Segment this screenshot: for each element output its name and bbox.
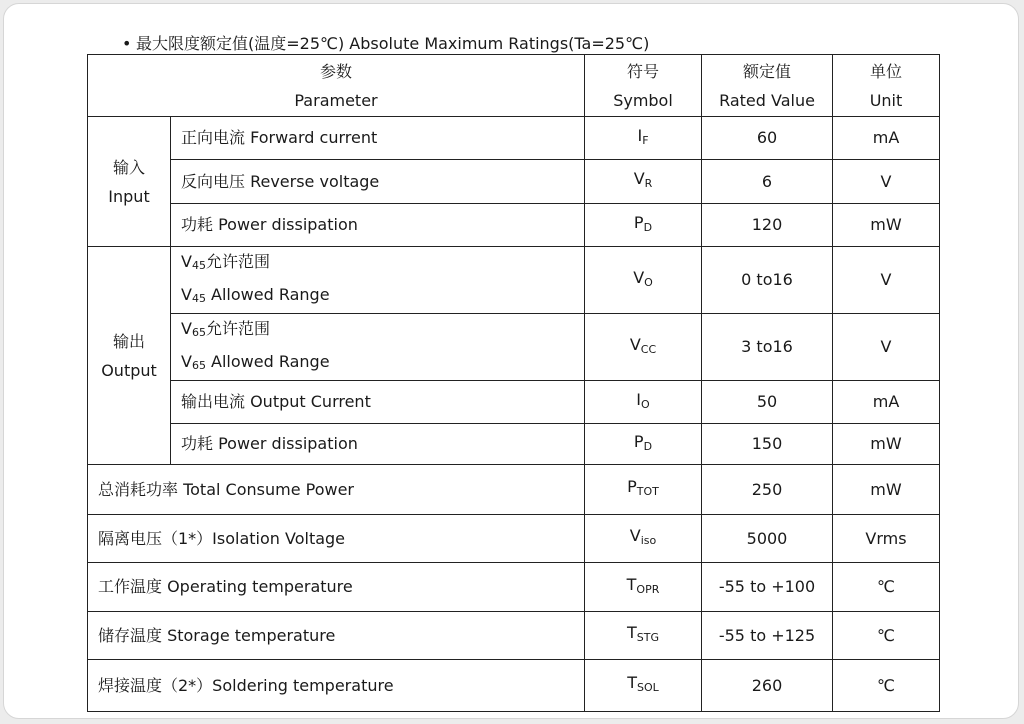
value-cell: 150: [702, 424, 833, 465]
table-row: [88, 465, 940, 515]
unit-cell: ℃: [833, 563, 940, 612]
unit-cell: mW: [833, 424, 940, 465]
param-cell: 功耗 Power dissipation: [171, 204, 585, 247]
group-output: [88, 247, 171, 465]
group-input-en: Input: [108, 186, 150, 206]
table-row: [88, 381, 940, 424]
header-symbol-cn: 符号: [626, 61, 659, 81]
table-row: [88, 424, 940, 465]
ratings-table: [87, 54, 940, 712]
header-symbol-en: Symbol: [613, 90, 673, 110]
table-row: [88, 160, 940, 204]
table-row: [88, 247, 940, 314]
unit-cell: V: [833, 160, 940, 204]
value-cell: 120: [702, 204, 833, 247]
param-cell: 总消耗功率 Total Consume Power: [88, 465, 585, 515]
symbol-cell: $P_{TOT}$: [585, 465, 702, 515]
symbol-cell: $T_{STG}$: [585, 612, 702, 660]
header-unit-en: Unit: [869, 90, 903, 110]
value-cell: 250: [702, 465, 833, 515]
group-input: [88, 117, 171, 247]
group-output-cn: 输出: [112, 331, 145, 351]
unit-cell: ℃: [833, 612, 940, 660]
param-cell: 储存温度 Storage temperature: [88, 612, 585, 660]
unit-cell: mW: [833, 204, 940, 247]
header-row: [88, 55, 940, 117]
header-rated-value: [702, 55, 833, 117]
value-cell: 50: [702, 381, 833, 424]
header-rated-cn: 额定值: [742, 61, 791, 81]
header-symbol: [585, 55, 702, 117]
group-input-cn: 输入: [112, 157, 145, 177]
symbol-cell: $V_O$: [585, 247, 702, 314]
symbol-cell: $T_{SOL}$: [585, 660, 702, 712]
value-cell: -55 to +125: [702, 612, 833, 660]
symbol-cell: $P_D$: [585, 204, 702, 247]
value-cell: 0 to16: [702, 247, 833, 314]
table-row: [88, 314, 940, 381]
value-cell: 60: [702, 117, 833, 160]
param-cell: 反向电压 Reverse voltage: [171, 160, 585, 204]
value-cell: 260: [702, 660, 833, 712]
table-title: [122, 32, 649, 56]
unit-cell: V: [833, 247, 940, 314]
header-unit: [833, 55, 940, 117]
unit-cell: mA: [833, 381, 940, 424]
param-cell: 隔离电压（1*）Isolation Voltage: [88, 515, 585, 563]
param-cell: 正向电流 Forward current: [171, 117, 585, 160]
param-cell: $V_{45}$允许范围 $V_{45}$ Allowed Range: [171, 247, 585, 314]
symbol-cell: $T_{OPR}$: [585, 563, 702, 612]
symbol-cell: $P_D$: [585, 424, 702, 465]
unit-cell: V: [833, 314, 940, 381]
header-unit-cn: 单位: [869, 61, 902, 81]
bullet-icon: •: [122, 34, 132, 53]
symbol-cell: $V_{CC}$: [585, 314, 702, 381]
value-cell: -55 to +100: [702, 563, 833, 612]
group-output-en: Output: [101, 360, 157, 380]
title-text: 最大限度额定值(温度=25℃) Absolute Maximum Ratings(Ta=25℃): [136, 34, 650, 53]
header-rated-en: Rated Value: [719, 90, 815, 110]
symbol-cell: $I_O$: [585, 381, 702, 424]
table-row: [88, 515, 940, 563]
value-cell: 5000: [702, 515, 833, 563]
value-cell: 3 to16: [702, 314, 833, 381]
table-row: [88, 612, 940, 660]
unit-cell: ℃: [833, 660, 940, 712]
unit-cell: mW: [833, 465, 940, 515]
header-parameter: [88, 55, 585, 117]
param-cell: 焊接温度（2*）Soldering temperature: [88, 660, 585, 712]
param-cell: 工作温度 Operating temperature: [88, 563, 585, 612]
header-parameter-cn: 参数: [319, 61, 352, 81]
table-row: [88, 204, 940, 247]
table-row: [88, 117, 940, 160]
header-parameter-en: Parameter: [294, 90, 378, 110]
table-row: [88, 660, 940, 712]
symbol-cell: $I_F$: [585, 117, 702, 160]
unit-cell: Vrms: [833, 515, 940, 563]
unit-cell: mA: [833, 117, 940, 160]
value-cell: 6: [702, 160, 833, 204]
symbol-cell: $V_R$: [585, 160, 702, 204]
param-cell: $V_{65}$允许范围 $V_{65}$ Allowed Range: [171, 314, 585, 381]
table-row: [88, 563, 940, 612]
symbol-cell: $V_{iso}$: [585, 515, 702, 563]
param-cell: 输出电流 Output Current: [171, 381, 585, 424]
param-cell: 功耗 Power dissipation: [171, 424, 585, 465]
